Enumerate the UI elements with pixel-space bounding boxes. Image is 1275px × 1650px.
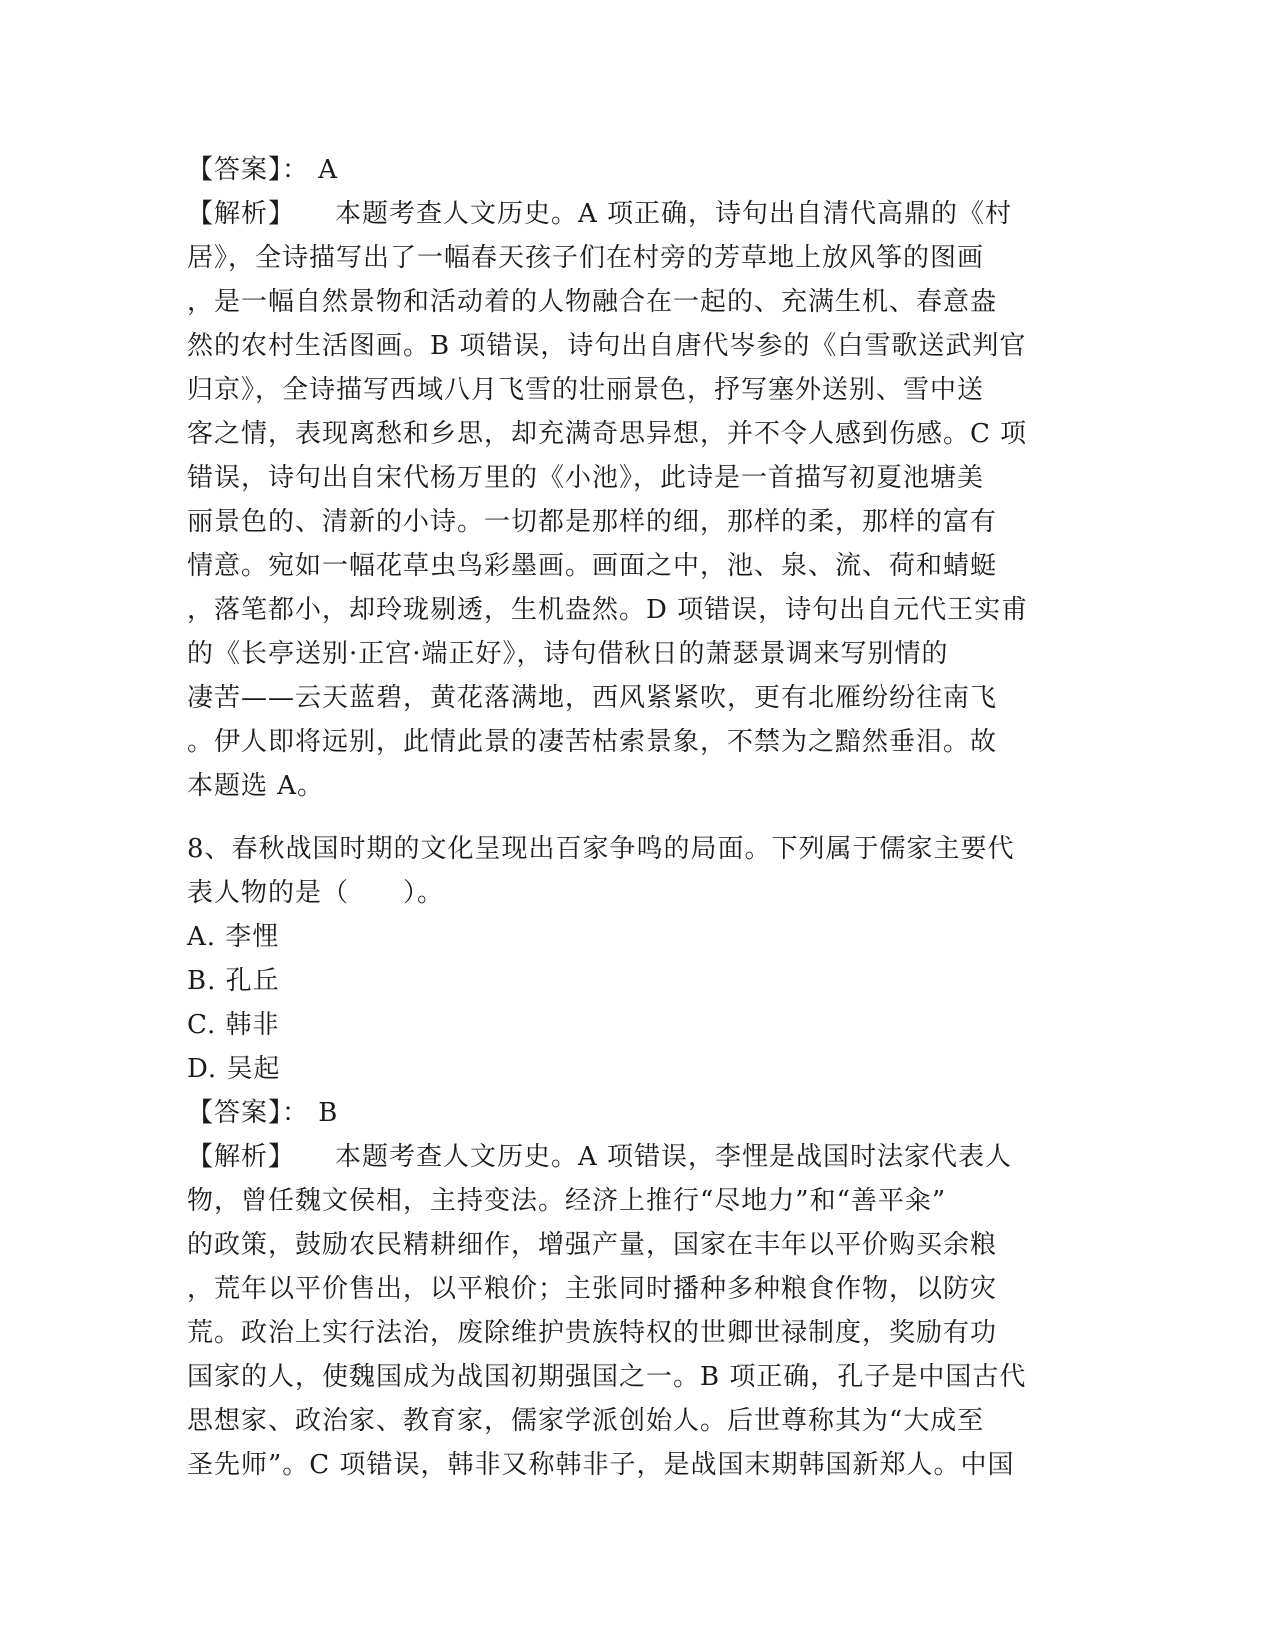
answer-value: B [318,1098,339,1128]
answer-label: 【答案】 [187,155,283,185]
analysis-line: 。伊人即将远别，此情此景的凄苦枯索景象，不禁为之黯然垂泪。故 [187,727,998,757]
answer-separator: ： [282,1098,310,1128]
answer-label: 【答案】 [187,1098,283,1128]
section-gap [187,808,1087,827]
analysis-line: 客之情，表现离愁和乡思，却充满奇思异想，并不令人感到伤感。C 项 [187,419,1028,449]
question-stem: 8、春秋战国时期的文化呈现出百家争鸣的局面。下列属于儒家主要代 [187,834,1015,864]
answer-value: A [318,155,339,185]
analysis-text: 本题考查人文历史。A 项正确，诗句出自清代高鼎的《村 [335,199,1013,229]
analysis-line: 错误，诗句出自宋代杨万里的《小池》，此诗是一首描写初夏池塘美 [187,463,985,493]
analysis-label: 【解析】 [187,199,296,229]
analysis-line [187,192,1087,236]
answer-line-2 [187,1091,1087,1135]
analysis-line: ，落笔都小，却玲珑剔透，生机盎然。D 项错误，诗句出自元代王实甫 [187,595,1029,625]
analysis-line: 本题选 A。 [187,771,325,801]
analysis-line: 国家的人，使魏国成为战国初期强国之一。B 项正确，孔子是中国古代 [187,1362,1027,1392]
analysis-line [187,1135,1087,1179]
analysis-line: 归京》，全诗描写西域八月飞雪的壮丽景色，抒写塞外送别、雪中送 [187,375,985,405]
option-d: D. 吴起 [187,1054,281,1084]
analysis-line: 丽景色的、清新的小诗。一切都是那样的细，那样的柔，那样的富有 [187,507,998,537]
analysis-line: ，是一幅自然景物和活动着的人物融合在一起的、充满生机、春意盎 [187,287,998,317]
option-c: C. 韩非 [187,1010,280,1040]
option-a: A. 李悝 [187,922,280,952]
analysis-line: 荒。政治上实行法治，废除维护贵族特权的世卿世禄制度，奖励有功 [187,1318,998,1348]
analysis-line: 的《长亭送别·正宫·端正好》，诗句借秋日的萧瑟景调来写别情的 [187,639,949,669]
analysis-line: 情意。宛如一幅花草虫鸟彩墨画。画面之中，池、泉、流、荷和蜻蜓 [187,551,998,581]
analysis-line: 凄苦——云天蓝碧，黄花落满地，西风紧紧吹，更有北雁纷纷往南飞 [187,683,998,713]
analysis-label: 【解析】 [187,1142,296,1172]
analysis-line: 居》，全诗描写出了一幅春天孩子们在村旁的芳草地上放风筝的图画 [187,243,985,273]
analysis-line: 圣先师”。C 项错误，韩非又称韩非子，是战国末期韩国新郑人。中国 [187,1450,1015,1480]
analysis-line: 物，曾任魏文侯相，主持变法。经济上推行“尽地力”和“善平籴” [187,1186,947,1216]
question-stem: 表人物的是（ ）。 [187,878,445,908]
analysis-line: 的政策，鼓励农民精耕细作，增强产量，国家在丰年以平价购买余粮 [187,1230,998,1260]
option-b: B. 孔丘 [187,966,280,996]
answer-separator: ： [282,155,310,185]
analysis-text: 本题考查人文历史。A 项错误，李悝是战国时法家代表人 [335,1142,1013,1172]
document-content [187,148,1087,1487]
analysis-line: 然的农村生活图画。B 项错误，诗句出自唐代岑参的《白雪歌送武判官 [187,331,1027,361]
analysis-line: 思想家、政治家、教育家，儒家学派创始人。后世尊称其为“大成至 [187,1406,985,1436]
analysis-line: ，荒年以平价售出，以平粮价；主张同时播种多种粮食作物，以防灾 [187,1274,998,1304]
answer-line-1 [187,148,1087,192]
